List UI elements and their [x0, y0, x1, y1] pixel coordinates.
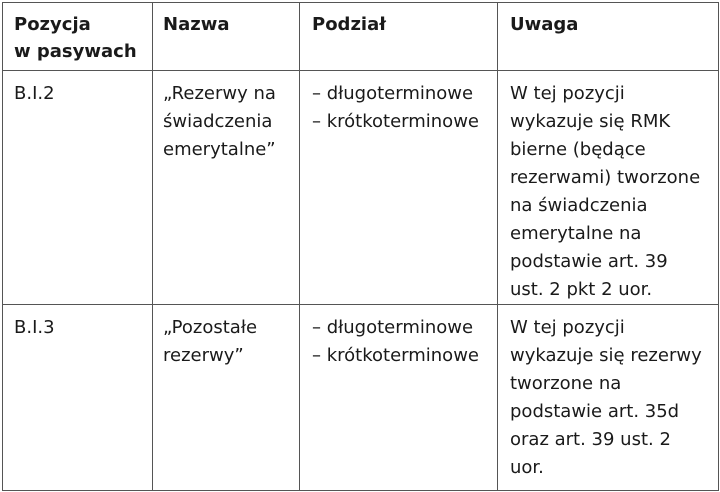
- cell-division: [300, 305, 498, 491]
- cell-line: – krótkoterminowe: [312, 345, 479, 366]
- cell-line: – długoterminowe: [312, 83, 474, 104]
- cell-line: W tej pozycji: [510, 83, 625, 104]
- table-header-row: [3, 3, 719, 71]
- cell-line: uor.: [510, 457, 544, 478]
- table-row: [3, 71, 719, 305]
- cell-line: wykazuje się RMK: [510, 111, 671, 132]
- header-position: [3, 3, 153, 71]
- cell-line: rezerwami) tworzone: [510, 167, 701, 188]
- header-line: Pozycja: [14, 14, 91, 35]
- cell-line: na świadczenia: [510, 195, 648, 216]
- cell-line: wykazuje się rezerwy: [510, 345, 702, 366]
- cell-note: [498, 305, 719, 491]
- cell-line: podstawie art. 39: [510, 251, 668, 272]
- cell-line: W tej pozycji: [510, 317, 625, 338]
- cell-line: „Rezerwy na: [163, 83, 276, 104]
- cell-name: [153, 305, 300, 491]
- cell-line: bierne (będące: [510, 139, 646, 160]
- cell-line: emerytalne”: [163, 139, 276, 160]
- header-division: [300, 3, 498, 71]
- cell-line: – długoterminowe: [312, 317, 474, 338]
- cell-line: B.I.2: [14, 83, 55, 104]
- cell-line: – krótkoterminowe: [312, 111, 479, 132]
- header-name: [153, 3, 300, 71]
- cell-line: emerytalne na: [510, 223, 642, 244]
- header-line: w pasywach: [14, 41, 137, 62]
- table-row: [3, 305, 719, 491]
- cell-line: ust. 2 pkt 2 uor.: [510, 279, 653, 300]
- cell-line: tworzone na: [510, 373, 622, 394]
- cell-division: [300, 71, 498, 305]
- cell-line: oraz art. 39 ust. 2: [510, 429, 671, 450]
- cell-position: [3, 71, 153, 305]
- header-note: [498, 3, 719, 71]
- cell-line: rezerwy”: [163, 345, 244, 366]
- cell-line: świadczenia: [163, 111, 273, 132]
- header-line: Uwaga: [510, 14, 579, 35]
- cell-line: B.I.3: [14, 317, 55, 338]
- cell-position: [3, 305, 153, 491]
- positions-table: [2, 2, 719, 491]
- cell-note: [498, 71, 719, 305]
- cell-line: podstawie art. 35d: [510, 401, 680, 422]
- header-line: Nazwa: [163, 14, 230, 35]
- cell-line: „Pozostałe: [163, 317, 258, 338]
- cell-name: [153, 71, 300, 305]
- header-line: Podział: [312, 14, 386, 35]
